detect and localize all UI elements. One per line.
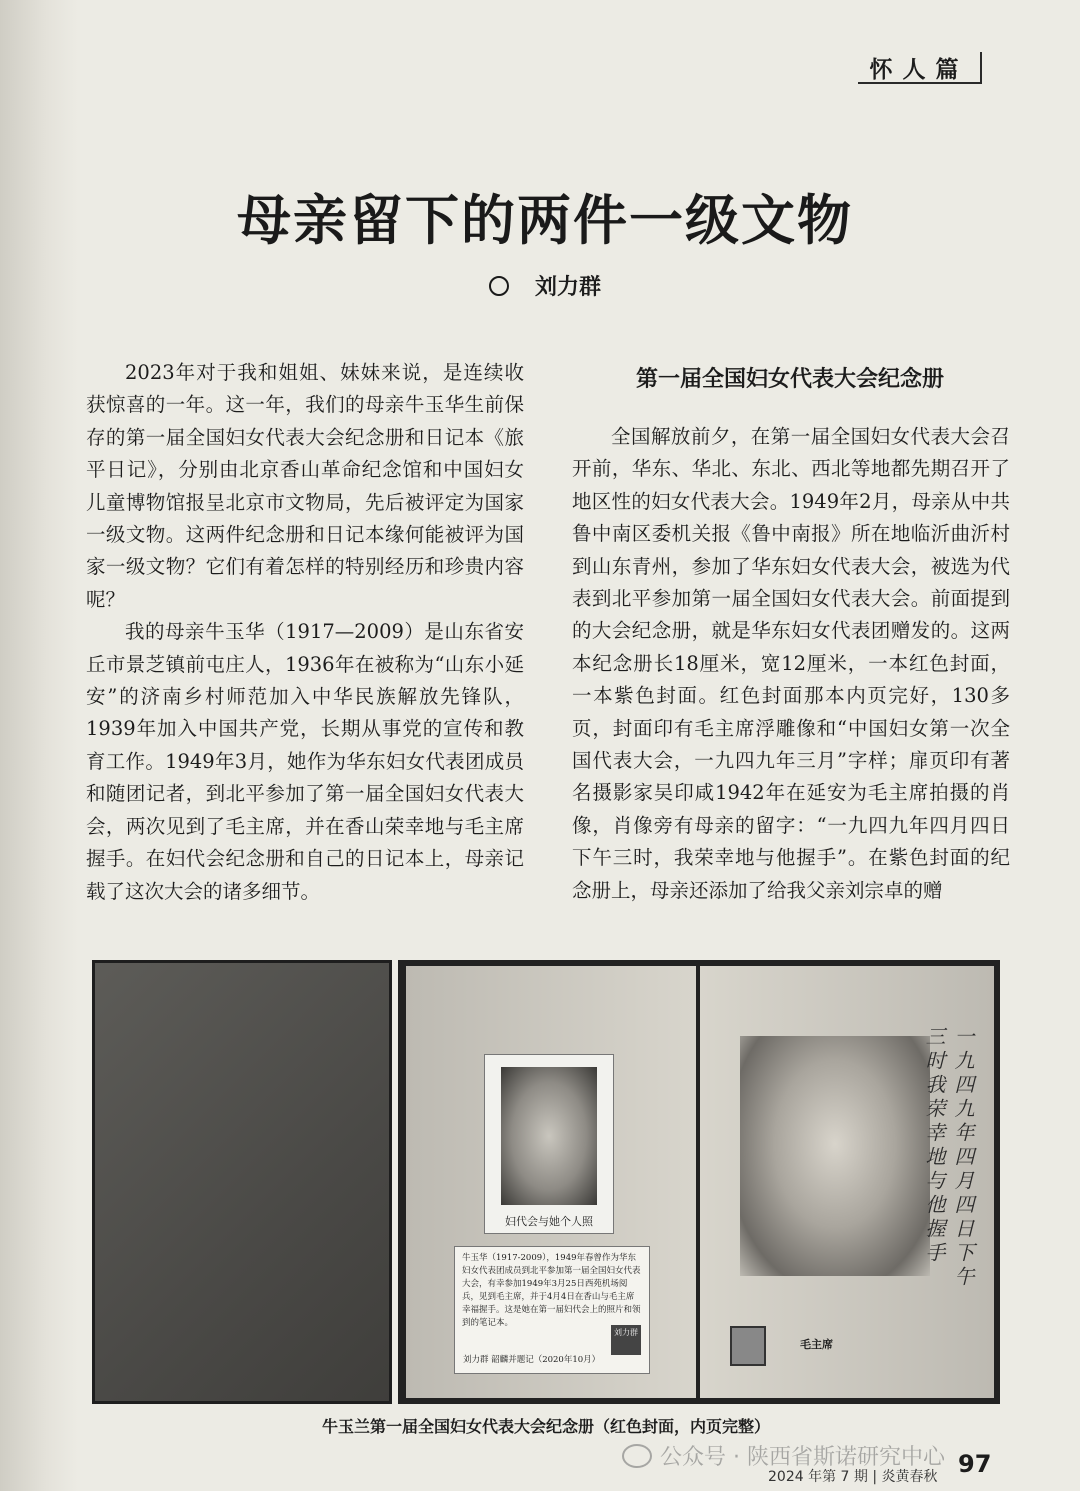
right-column [572, 421, 1010, 907]
mao-portrait-image [740, 1036, 930, 1276]
paragraph: 2023年对于我和姐姐、妹妹来说，是连续收获惊喜的一年。这一年，我们的母亲牛玉华生前保存的第一届全国妇女代表大会纪念册和日记本《旅平日记》，分别由北京香山革命纪念馆和中国妇女儿童博物馆报呈北京市文物局，先后被评定为国家一级文物。这两件纪念册和日记本缘何能被评为国家一级文物？它们有着怎样的特别经历和珍贵内容呢？ [86, 361, 524, 611]
portrait-caption: 妇代会与她个人照 [505, 1215, 593, 1228]
page-number: 97 [958, 1450, 992, 1478]
paragraph: 我的母亲牛玉华（1917—2009）是山东省安丘市景芝镇前屯庄人，1936年在被称为“山东小延安”的济南乡村师范加入中华民族解放先锋队，1939年加入中国共产党，长期从事党的宣传和教育工作。1949年3月，她作为华东妇女代表团成员和随团记者，到北平参加了第一届全国妇女代表大会，两次见到了毛主席，并在香山荣幸地与毛主席握手。在妇代会纪念册和自己的日记本上，母亲记载了这次大会的诸多细节。 [86, 620, 524, 903]
portrait-photo [484, 1054, 614, 1234]
section-tag: 怀人篇 [858, 52, 982, 84]
seal-stamp [730, 1326, 766, 1366]
binding-spine [0, 0, 78, 1491]
section-subheading: 第一届全国妇女代表大会纪念册 [635, 367, 944, 392]
watermark-text: 公众号 · 陕西省斯诺研究中心 [660, 1445, 945, 1470]
paragraph: 全国解放前夕，在第一届全国妇女代表大会召开前，华东、华北、东北、西北等地都先期召开了地区性的妇女代表大会。1949年2月，母亲从中共鲁中南区委机关报《鲁中南报》所在地临沂曲沂村到山东青州，参加了华东妇女代表大会，被选为代表到北平参加第一届全国妇女代表大会。前面提到的大会纪念册，就是华东妇女代表团赠发的。这两本纪念册长18厘米，宽12厘米，一本红色封面，一本紫色封面。红色封面那本内页完好，130多页，封面印有毛主席浮雕像和“中国妇女第一次全国代表大会，一九四九年三月”字样；扉页印有著名摄影家吴印咸1942年在延安为毛主席拍摄的肖像，肖像旁有母亲的留字：“一九四九年四月四日下午三时，我荣幸地与他握手”。在紫色封面的纪念册上，母亲还添加了给我父亲刘宗卓的赠 [572, 425, 1010, 902]
author-line [150, 270, 940, 301]
author-circle-icon [489, 276, 509, 296]
note-text: 牛玉华（1917-2009），1949年春曾作为华东妇女代表团成员到北平参加第一届全国妇女代表大会，有幸参加1949年3月25日西苑机场阅兵，见到毛主席，并于4月4日在香山与毛主席幸福握手。这是她在第一届妇代会上的照片和领到的笔记本。 [462, 1253, 641, 1328]
artifact-photo [92, 960, 1000, 1404]
photo-caption: 牛玉兰第一届全国妇女代表大会纪念册（红色封面，内页完整） [321, 1417, 770, 1436]
note-card [454, 1246, 650, 1374]
handwritten-inscription: 一九四九年四月四日下午三时我荣幸地与他握手 [922, 1026, 975, 1290]
book-right-page [700, 966, 994, 1398]
wechat-icon [622, 1444, 652, 1468]
book-left-page [406, 966, 696, 1398]
open-book-image [398, 960, 1000, 1404]
book-cover-image [92, 960, 392, 1404]
author-name: 刘力群 [534, 275, 601, 300]
mao-caption: 毛主席 [800, 1338, 833, 1351]
portrait-face-image [501, 1067, 597, 1205]
note-stamp: 刘力群 [611, 1325, 641, 1355]
left-column [86, 357, 524, 908]
note-signature: 刘力群 韶麟并题记（2020年10月） [463, 1355, 601, 1365]
article-title: 母亲留下的两件一级文物 [237, 189, 853, 252]
issue-label: 2024 年第 7 期 | 炎黄春秋 [768, 1469, 938, 1485]
